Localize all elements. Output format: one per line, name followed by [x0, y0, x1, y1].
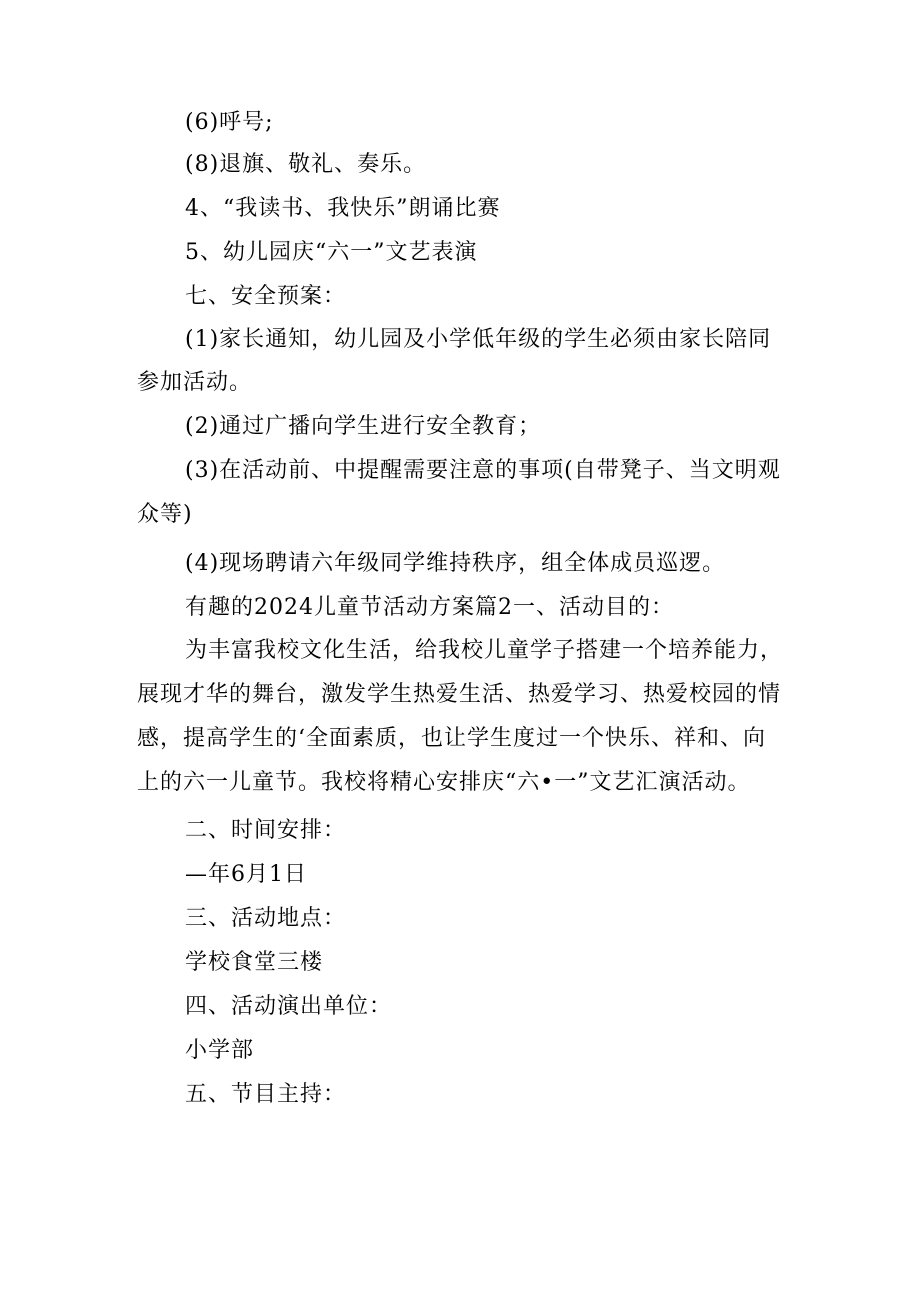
text-line-reminders: (3)在活动前、中提醒需要注意的事项(自带凳子、当文明观 — [185, 458, 781, 483]
text-line-recitation-contest: 4、“我读书、我快乐”朗诵比赛 — [185, 196, 501, 221]
section-heading-safety-plan: 七、安全预案： — [185, 284, 347, 309]
text-line-item-8-flag-lowering: (8)退旗、敬礼、奏乐。 — [185, 152, 427, 177]
paragraph-purpose-line-2: 展现才华的舞台，激发学生热爱生活、热爱学习、热爱校园的情 — [137, 682, 782, 707]
text-line-location: 学校食堂三楼 — [185, 950, 324, 975]
paragraph-purpose-line-4: 上的六一儿童节。我校将精心安排庆“六•一”文艺汇演活动。 — [137, 770, 751, 795]
section-heading-schedule: 二、时间安排： — [185, 818, 347, 843]
text-line-kindergarten-performance: 5、幼儿园庆“六一”文艺表演 — [185, 240, 478, 265]
section-heading-plan-2-purpose: 有趣的2024儿童节活动方案篇2一、活动目的： — [185, 595, 674, 620]
text-line-date: —年6月1日 — [185, 862, 307, 887]
section-heading-location: 三、活动地点： — [185, 906, 347, 931]
section-heading-performers: 四、活动演出单位： — [185, 994, 393, 1019]
text-line-parent-notice-continued: 参加活动。 — [137, 370, 253, 395]
text-line-parent-notice: (1)家长通知，幼儿园及小学低年级的学生必须由家长陪同 — [185, 327, 772, 352]
paragraph-purpose-line-3: 感，提高学生的‘全面素质，也让学生度过一个快乐、祥和、向 — [137, 726, 766, 751]
section-heading-hosts: 五、节目主持： — [185, 1082, 347, 1107]
text-line-reminders-continued: 众等) — [137, 502, 193, 527]
text-line-item-6-slogan: (6)呼号; — [185, 110, 274, 135]
text-line-performers: 小学部 — [185, 1038, 255, 1063]
text-line-broadcast-education: (2)通过广播向学生进行安全教育； — [185, 414, 542, 439]
text-line-order-keeping: (4)现场聘请六年级同学维持秩序，组全体成员巡逻。 — [185, 551, 726, 576]
paragraph-purpose-line-1: 为丰富我校文化生活，给我校儿童学子搭建一个培养能力， — [185, 638, 784, 663]
